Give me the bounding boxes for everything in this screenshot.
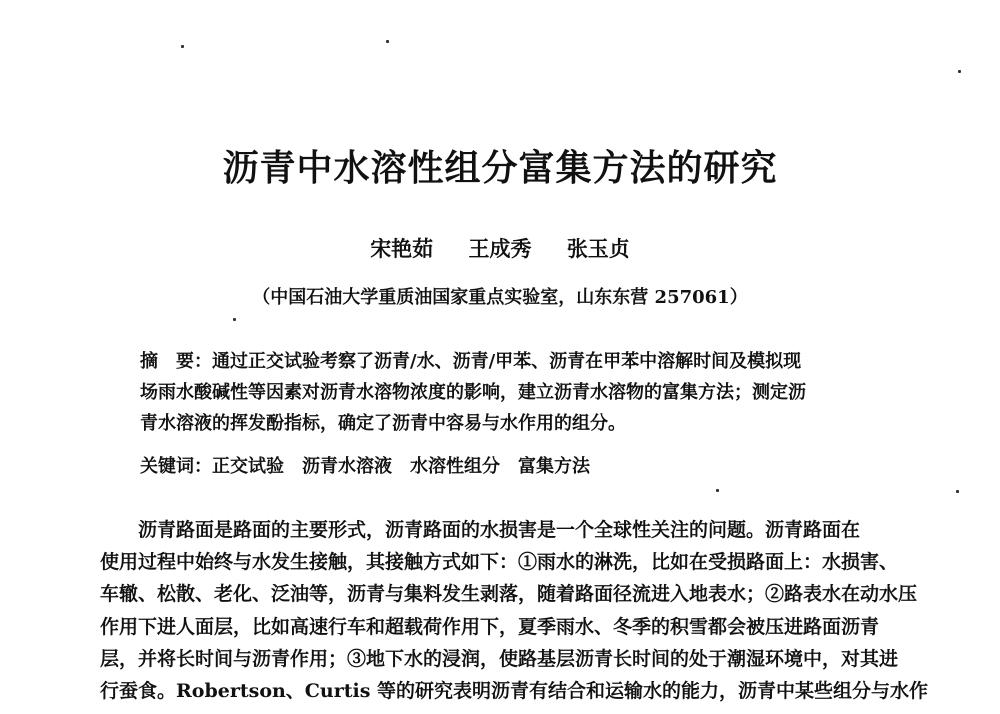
body-line: 车辙、松散、老化、泛油等，沥青与集料发生剥落，随着路面径流进入地表水；②路表水在动水压	[100, 583, 918, 606]
scan-speck	[233, 318, 236, 321]
keywords-label: 关键词：	[140, 456, 212, 477]
body-line: 使用过程中始终与水发生接触，其接触方式如下：①雨水的淋洗，比如在受损路面上：水损害、	[100, 551, 899, 574]
abstract-line: 青水溶液的挥发酚指标，确定了沥青中容易与水作用的组分。	[140, 413, 626, 434]
scan-speck	[956, 490, 959, 493]
paper-title: 沥青中水溶性组分富集方法的研究	[222, 147, 778, 189]
keyword: 水溶性组分	[410, 456, 500, 477]
author-name: 王成秀	[468, 237, 532, 261]
scan-speck	[386, 40, 389, 43]
body-text	[100, 514, 929, 707]
keyword: 沥青水溶液	[302, 456, 392, 477]
body-line: 沥青路面是路面的主要形式，沥青路面的水损害是一个全球性关注的问题。沥青路面在	[100, 519, 861, 541]
scan-speck	[716, 489, 719, 492]
author-name: 宋艳茹	[370, 237, 434, 261]
keyword: 富集方法	[518, 456, 590, 477]
abstract-line: 场雨水酸碱性等因素对沥青水溶物浓度的影响，建立沥青水溶物的富集方法；测定沥	[140, 382, 806, 403]
abstract	[140, 346, 900, 439]
scan-speck	[181, 45, 184, 48]
keyword: 正交试验	[212, 456, 284, 477]
body-line: 行蚕食。Robertson、Curtis 等的研究表明沥青有结合和运输水的能力，沥青中某些组分与水作	[100, 680, 929, 703]
body-line: 层，并将长时间与沥青作用；③地下水的浸润，使路基层沥青长时间的处于潮湿环境中，对其进	[100, 647, 899, 670]
abstract-line: 摘 要：通过正交试验考察了沥青/水、沥青/甲苯、沥青在甲苯中溶解时间及模拟现	[140, 351, 802, 372]
body-line: 作用下进人面层，比如高速行车和超载荷作用下，夏季雨水、冬季的积雪都会被压进路面沥青	[100, 615, 880, 638]
scan-speck	[958, 70, 961, 73]
author-list	[0, 233, 1000, 263]
affiliation: （中国石油大学重质油国家重点实验室，山东东营 257061）	[252, 287, 748, 308]
author-name: 张玉贞	[566, 237, 630, 261]
keywords	[140, 452, 900, 478]
